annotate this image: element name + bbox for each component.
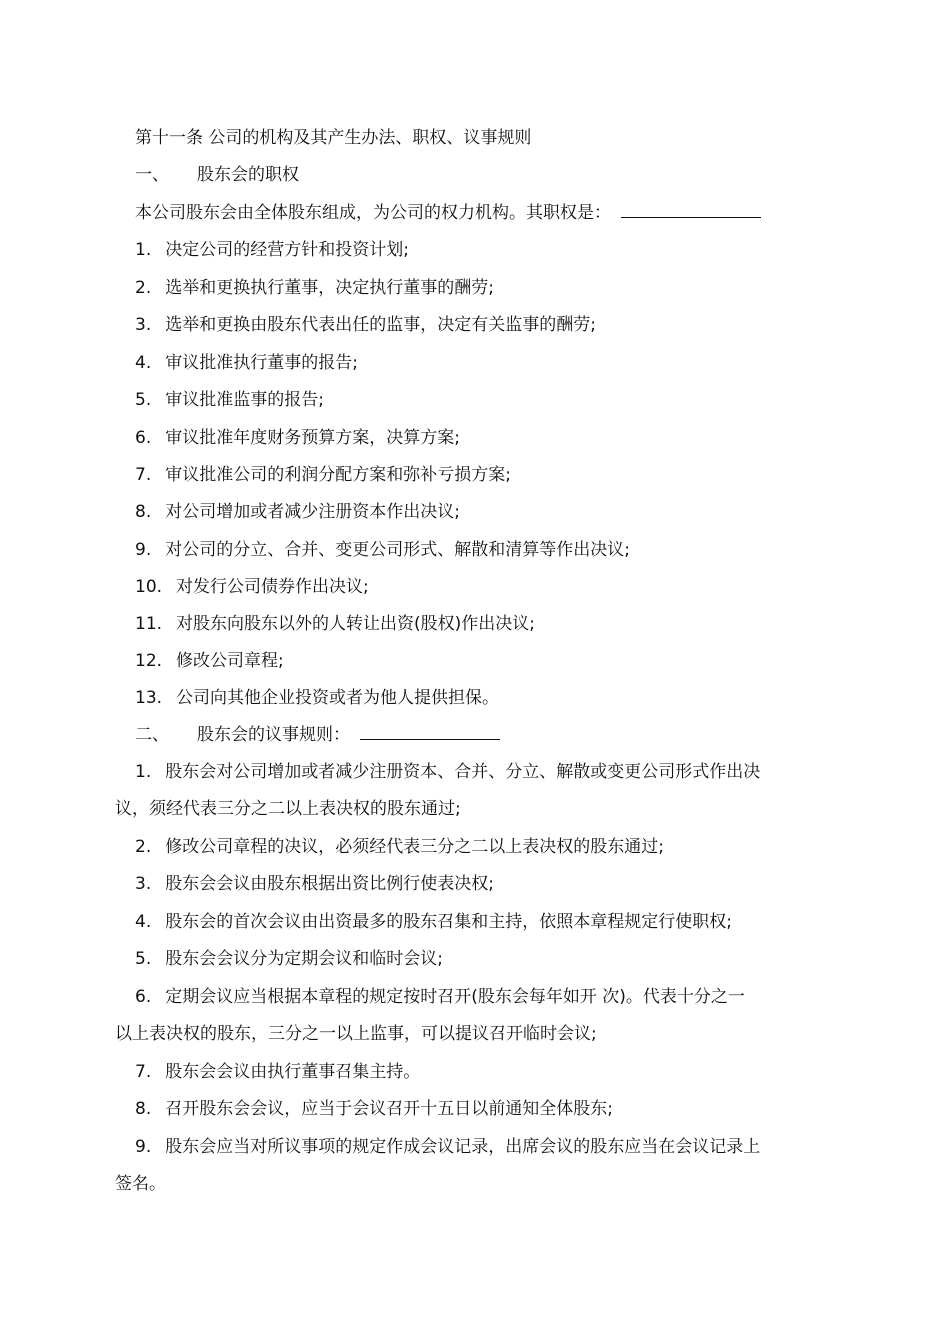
item-text: 审议批准年度财务预算方案，决算方案;	[165, 428, 460, 448]
item-text: 修改公司章程的决议，必须经代表三分之二以上表决权的股东通过;	[165, 837, 664, 857]
list-item	[115, 1097, 840, 1121]
list-item	[115, 463, 840, 487]
item-text-continued: 议，须经代表三分之二以上表决权的股东通过;	[115, 799, 461, 819]
item-number: 3.	[135, 315, 152, 335]
item-text: 修改公司章程;	[176, 651, 284, 671]
section-1-title: 股东会的职权	[197, 165, 299, 185]
list-item	[115, 910, 840, 934]
list-item	[115, 238, 840, 262]
fill-in-blank-line	[621, 201, 761, 218]
item-number: 1.	[135, 762, 152, 782]
item-text: 审议批准监事的报告;	[165, 390, 324, 410]
section-1-heading	[115, 163, 840, 187]
article-title: 第十一条 公司的机构及其产生办法、职权、议事规则	[135, 128, 532, 148]
list-item	[115, 313, 840, 337]
item-text: 对公司增加或者减少注册资本作出决议;	[165, 502, 460, 522]
item-text-continued: 以上表决权的股东，三分之一以上监事，可以提议召开临时会议;	[115, 1024, 597, 1044]
item-text: 公司向其他企业投资或者为他人提供担保。	[176, 688, 500, 708]
item-text: 对股东向股东以外的人转让出资(股权)作出决议;	[176, 614, 536, 634]
list-item	[115, 612, 840, 636]
item-text: 选举和更换由股东代表出任的监事，决定有关监事的酬劳;	[165, 315, 596, 335]
list-item	[115, 1172, 840, 1196]
list-item	[115, 835, 840, 859]
list-item	[115, 947, 840, 971]
item-number: 10.	[135, 577, 163, 597]
item-text: 审议批准执行董事的报告;	[165, 353, 358, 373]
list-item	[115, 1022, 840, 1046]
item-number: 5.	[135, 390, 152, 410]
item-text: 股东会对公司增加或者减少注册资本、合并、分立、解散或变更公司形式作出决	[165, 762, 761, 782]
item-number: 2.	[135, 278, 152, 298]
item-text: 股东会会议分为定期会议和临时会议;	[165, 949, 443, 969]
list-item	[115, 388, 840, 412]
item-number: 8.	[135, 1099, 152, 1119]
list-item	[115, 760, 840, 784]
section-2-title: 股东会的议事规则：	[197, 725, 350, 745]
item-text: 股东会会议由股东根据出资比例行使表决权;	[165, 874, 494, 894]
item-number: 6.	[135, 987, 152, 1007]
item-number: 8.	[135, 502, 152, 522]
item-number: 7.	[135, 1062, 152, 1082]
item-text: 决定公司的经营方针和投资计划;	[165, 240, 409, 260]
list-item	[115, 575, 840, 599]
list-item	[115, 426, 840, 450]
item-text: 召开股东会会议，应当于会议召开十五日以前通知全体股东;	[165, 1099, 613, 1119]
section-1-intro-text: 本公司股东会由全体股东组成，为公司的权力机构。其职权是：	[135, 203, 611, 223]
list-item	[115, 872, 840, 896]
item-number: 1.	[135, 240, 152, 260]
item-text: 股东会的首次会议由出资最多的股东召集和主持，依照本章程规定行使职权;	[165, 912, 732, 932]
list-item	[115, 1135, 840, 1159]
item-text: 对公司的分立、合并、变更公司形式、解散和清算等作出决议;	[165, 540, 630, 560]
item-text-continued: 签名。	[115, 1174, 166, 1194]
item-text: 股东会会议由执行董事召集主持。	[165, 1062, 421, 1082]
list-item	[115, 500, 840, 524]
list-item	[115, 351, 840, 375]
item-number: 7.	[135, 465, 152, 485]
list-item	[115, 649, 840, 673]
list-item	[115, 985, 840, 1009]
item-number: 5.	[135, 949, 152, 969]
item-number: 11.	[135, 614, 163, 634]
item-text: 股东会应当对所议事项的规定作成会议记录，出席会议的股东应当在会议记录上	[165, 1137, 761, 1157]
fill-in-blank-line	[360, 723, 500, 740]
list-item	[115, 1060, 840, 1084]
item-number: 4.	[135, 353, 152, 373]
section-1-number: 一、	[135, 165, 169, 185]
item-number: 13.	[135, 688, 163, 708]
list-item	[115, 686, 840, 710]
item-text: 定期会议应当根据本章程的规定按时召开(股东会每年如开 次)。代表十分之一	[165, 987, 745, 1007]
section-2-number: 二、	[135, 725, 169, 745]
list-item	[115, 797, 840, 821]
item-number: 3.	[135, 874, 152, 894]
item-number: 2.	[135, 837, 152, 857]
item-number: 4.	[135, 912, 152, 932]
item-text: 选举和更换执行董事，决定执行董事的酬劳;	[165, 278, 494, 298]
item-number: 6.	[135, 428, 152, 448]
item-number: 9.	[135, 1137, 152, 1157]
item-text: 审议批准公司的利润分配方案和弥补亏损方案;	[165, 465, 511, 485]
item-number: 12.	[135, 651, 163, 671]
section-1-intro	[115, 201, 840, 225]
list-item	[115, 538, 840, 562]
item-number: 9.	[135, 540, 152, 560]
section-2-heading	[115, 723, 840, 747]
item-text: 对发行公司债券作出决议;	[176, 577, 369, 597]
list-item	[115, 276, 840, 300]
